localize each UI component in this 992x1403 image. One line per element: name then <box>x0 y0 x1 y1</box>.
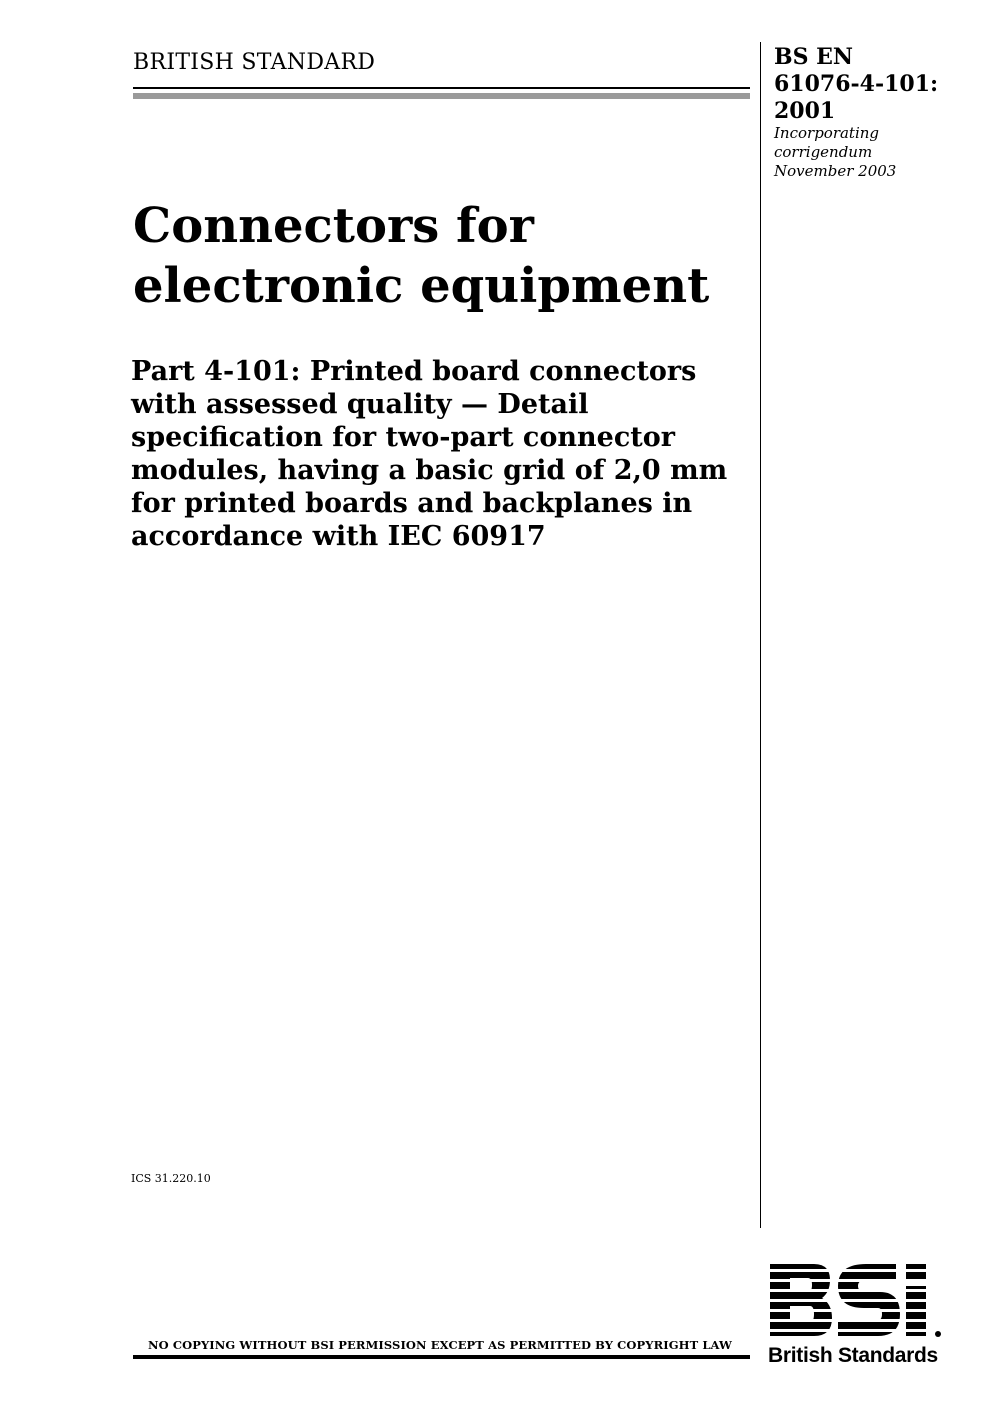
document-subtitle: Part 4-101: Printed board connectors with assessed quality — Detail specification for two-part connector modules, having a basic grid of 2,0 mm for printed boards and backplanes in accordance with IEC 60917 <box>131 356 728 552</box>
document-title: Connectors for electronic equipment <box>133 198 710 314</box>
ics-code: ICS 31.220.10 <box>131 1172 211 1185</box>
header-label: BRITISH STANDARD <box>133 50 376 75</box>
header-rule-thick <box>133 93 750 99</box>
vertical-divider <box>760 42 761 1228</box>
footer-rule <box>133 1355 750 1359</box>
header-rule-thin <box>133 87 750 89</box>
standard-number: BS EN 61076-4-101: 2001 <box>774 44 939 124</box>
corrigendum-note: Incorporating corrigendum November 2003 <box>774 124 897 180</box>
copyright-notice: NO COPYING WITHOUT BSI PERMISSION EXCEPT AS PERMITTED BY COPYRIGHT LAW <box>148 1338 733 1352</box>
bsi-logo-caption: British Standards <box>768 1344 938 1367</box>
